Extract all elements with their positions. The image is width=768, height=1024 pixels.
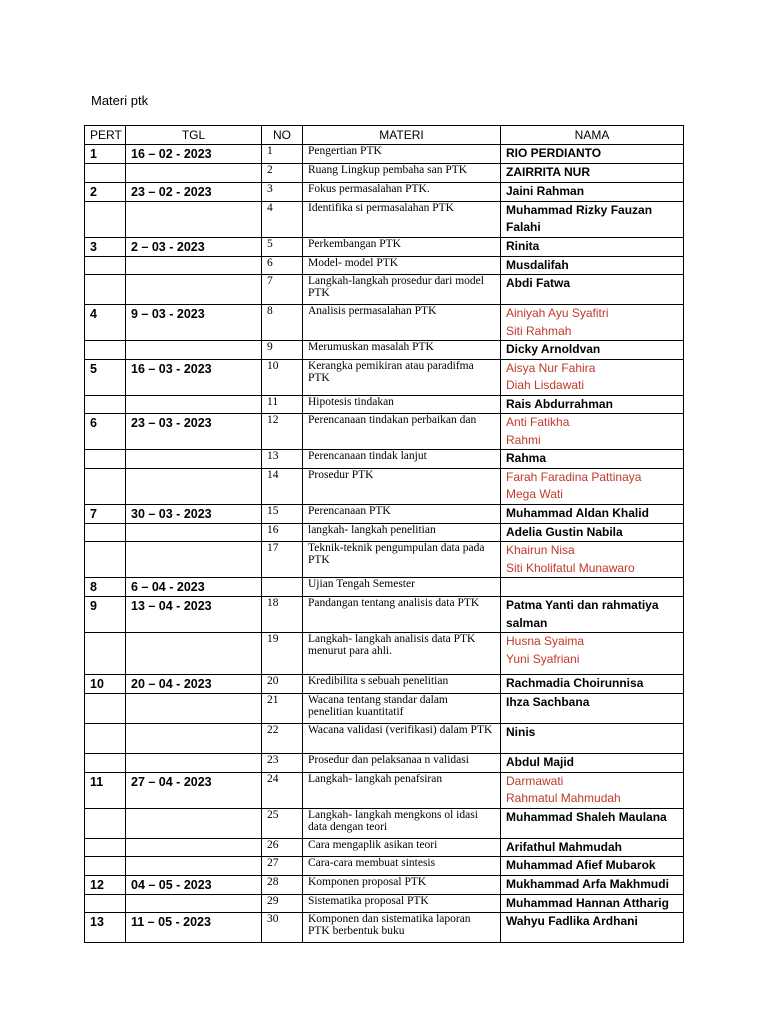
presenter-name: Anti Fatikha — [506, 415, 570, 429]
date-cell: 30 – 03 - 2023 — [126, 504, 262, 523]
date-cell — [126, 395, 262, 414]
table-row — [85, 305, 684, 341]
number-cell: 9 — [262, 341, 303, 360]
table-row — [85, 164, 684, 183]
material-cell: Kerangka pemikiran atau paradifma PTK — [303, 359, 501, 395]
date-cell — [126, 201, 262, 237]
number-cell: 5 — [262, 237, 303, 256]
table-row — [85, 182, 684, 201]
pert-cell — [85, 468, 126, 504]
presenter-name: Aisya Nur Fahira — [506, 360, 596, 375]
presenter-name: Khairun Nisa — [506, 543, 575, 557]
table-row — [85, 395, 684, 414]
name-cell — [501, 275, 684, 305]
number-cell: 13 — [262, 450, 303, 469]
header-tgl: TGL — [126, 126, 262, 145]
table-row — [85, 414, 684, 450]
number-cell: 21 — [262, 694, 303, 724]
presenter-name: Muhammad Afief Mubarok — [506, 858, 656, 872]
pert-cell: 6 — [85, 414, 126, 450]
name-cell — [501, 256, 684, 275]
material-cell: Komponen dan sistematika laporan PTK berbentuk buku — [303, 913, 501, 943]
name-cell — [501, 578, 684, 597]
date-cell — [126, 523, 262, 542]
presenter-name: Rahmatul Mahmudah — [506, 791, 621, 805]
table-row — [85, 468, 684, 504]
pert-cell: 9 — [85, 597, 126, 633]
table-row — [85, 772, 684, 808]
material-cell: Langkah-langkah prosedur dari model PTK — [303, 275, 501, 305]
name-cell — [501, 838, 684, 857]
table-row — [85, 145, 684, 164]
pert-cell: 5 — [85, 359, 126, 395]
number-cell: 15 — [262, 504, 303, 523]
name-cell — [501, 523, 684, 542]
pert-cell — [85, 857, 126, 876]
material-cell: Cara-cara membuat sintesis — [303, 857, 501, 876]
presenter-name: Patma Yanti dan rahmatiya salman — [506, 598, 659, 630]
date-cell — [126, 694, 262, 724]
presenter-name: Wahyu Fadlika Ardhani — [506, 914, 638, 928]
name-cell — [501, 894, 684, 913]
material-cell: Perencanaan tindak lanjut — [303, 450, 501, 469]
number-cell: 23 — [262, 754, 303, 773]
presenter-name: Abdi Fatwa — [506, 276, 571, 290]
pert-cell — [85, 724, 126, 754]
material-cell: Ujian Tengah Semester — [303, 578, 501, 597]
material-cell: Kredibilita s sebuah penelitian — [303, 675, 501, 694]
pert-cell — [85, 808, 126, 838]
material-cell: Wacana validasi (verifikasi) dalam PTK — [303, 724, 501, 754]
presenter-name: Adelia Gustin Nabila — [506, 524, 623, 539]
table-row — [85, 450, 684, 469]
pert-cell — [85, 633, 126, 675]
pert-cell — [85, 894, 126, 913]
presenter-name: Rahmi — [506, 432, 541, 447]
number-cell: 4 — [262, 201, 303, 237]
date-cell: 16 – 03 - 2023 — [126, 359, 262, 395]
presenter-name: Diah Lisdawati — [506, 378, 585, 392]
presenter-name: ZAIRRITA NUR — [506, 165, 590, 179]
material-cell: Pandangan tentang analisis data PTK — [303, 597, 501, 633]
name-cell — [501, 145, 684, 164]
date-cell: 23 – 03 - 2023 — [126, 414, 262, 450]
name-cell — [501, 237, 684, 256]
name-cell — [501, 857, 684, 876]
pert-cell: 11 — [85, 772, 126, 808]
presenter-name: Yuni Syafriani — [506, 651, 580, 666]
name-cell — [501, 754, 684, 773]
pert-cell — [85, 523, 126, 542]
header-materi: MATERI — [303, 126, 501, 145]
date-cell — [126, 838, 262, 857]
material-cell: Merumuskan masalah PTK — [303, 341, 501, 360]
document-title: Materi ptk — [91, 93, 149, 108]
date-cell — [126, 275, 262, 305]
schedule-table — [84, 125, 684, 943]
date-cell — [126, 754, 262, 773]
material-cell: Perkembangan PTK — [303, 237, 501, 256]
pert-cell — [85, 275, 126, 305]
name-cell — [501, 201, 684, 237]
table-row — [85, 808, 684, 838]
number-cell: 19 — [262, 633, 303, 675]
presenter-name: Arifathul Mahmudah — [506, 839, 622, 854]
presenter-name: Siti Rahmah — [506, 323, 572, 338]
material-cell: Perencanaan PTK — [303, 504, 501, 523]
pert-cell — [85, 341, 126, 360]
material-cell: Pengertian PTK — [303, 145, 501, 164]
date-cell — [126, 164, 262, 183]
pert-cell: 8 — [85, 578, 126, 597]
name-cell — [501, 305, 684, 341]
number-cell: 1 — [262, 145, 303, 164]
presenter-name: Mega Wati — [506, 487, 563, 501]
number-cell: 24 — [262, 772, 303, 808]
number-cell: 28 — [262, 875, 303, 894]
presenter-name: Musdalifah — [506, 257, 569, 272]
material-cell: Langkah- langkah mengkons ol idasi data dengan teori — [303, 808, 501, 838]
number-cell: 30 — [262, 913, 303, 943]
presenter-name: Ihza Sachbana — [506, 695, 590, 709]
number-cell: 12 — [262, 414, 303, 450]
table-row — [85, 542, 684, 578]
material-cell: Teknik-teknik pengumpulan data pada PTK — [303, 542, 501, 578]
table-row — [85, 875, 684, 894]
number-cell: 8 — [262, 305, 303, 341]
name-cell — [501, 724, 684, 754]
header-pert: PERT — [85, 126, 126, 145]
name-cell — [501, 395, 684, 414]
presenter-name: Ninis — [506, 725, 536, 739]
number-cell: 16 — [262, 523, 303, 542]
date-cell: 20 – 04 - 2023 — [126, 675, 262, 694]
table-row — [85, 913, 684, 943]
table-row — [85, 578, 684, 597]
header-no: NO — [262, 126, 303, 145]
number-cell: 29 — [262, 894, 303, 913]
table-row — [85, 724, 684, 754]
material-cell: Hipotesis tindakan — [303, 395, 501, 414]
date-cell: 9 – 03 - 2023 — [126, 305, 262, 341]
presenter-name: Muhammad Rizky Fauzan Falahi — [506, 202, 653, 234]
table-row — [85, 894, 684, 913]
date-cell — [126, 894, 262, 913]
presenter-name: Jaini Rahman — [506, 183, 585, 198]
table-row — [85, 504, 684, 523]
date-cell — [126, 450, 262, 469]
presenter-name: Abdul Majid — [506, 755, 574, 769]
date-cell: 16 – 02 - 2023 — [126, 145, 262, 164]
date-cell — [126, 468, 262, 504]
number-cell — [262, 578, 303, 597]
number-cell: 26 — [262, 838, 303, 857]
material-cell: Prosedur PTK — [303, 468, 501, 504]
date-cell: 04 – 05 - 2023 — [126, 875, 262, 894]
pert-cell: 4 — [85, 305, 126, 341]
table-row — [85, 838, 684, 857]
pert-cell: 3 — [85, 237, 126, 256]
name-cell — [501, 875, 684, 894]
date-cell — [126, 633, 262, 675]
material-cell: Perencanaan tindakan perbaikan dan — [303, 414, 501, 450]
date-cell: 27 – 04 - 2023 — [126, 772, 262, 808]
name-cell — [501, 597, 684, 633]
pert-cell: 7 — [85, 504, 126, 523]
material-cell: Prosedur dan pelaksanaa n validasi — [303, 754, 501, 773]
number-cell: 7 — [262, 275, 303, 305]
table-header-row — [85, 126, 684, 145]
date-cell — [126, 724, 262, 754]
name-cell — [501, 772, 684, 808]
number-cell: 22 — [262, 724, 303, 754]
material-cell: langkah- langkah penelitian — [303, 523, 501, 542]
name-cell — [501, 164, 684, 183]
name-cell — [501, 341, 684, 360]
presenter-name: Siti Kholifatul Munawaro — [506, 560, 635, 575]
date-cell — [126, 808, 262, 838]
material-cell: Komponen proposal PTK — [303, 875, 501, 894]
name-cell — [501, 359, 684, 395]
table-row — [85, 523, 684, 542]
presenter-name: Ainiyah Ayu Syafitri — [506, 306, 609, 320]
pert-cell — [85, 754, 126, 773]
name-cell — [501, 468, 684, 504]
table-row — [85, 237, 684, 256]
material-cell: Fokus permasalahan PTK. — [303, 182, 501, 201]
number-cell: 18 — [262, 597, 303, 633]
number-cell: 6 — [262, 256, 303, 275]
number-cell: 25 — [262, 808, 303, 838]
pert-cell: 10 — [85, 675, 126, 694]
number-cell: 17 — [262, 542, 303, 578]
presenter-name: Rinita — [506, 238, 540, 253]
pert-cell — [85, 450, 126, 469]
presenter-name: Muhammad Aldan Khalid — [506, 505, 649, 520]
name-cell — [501, 694, 684, 724]
date-cell: 11 – 05 - 2023 — [126, 913, 262, 943]
presenter-name: Farah Faradina Pattinaya — [506, 469, 642, 484]
material-cell: Analisis permasalahan PTK — [303, 305, 501, 341]
header-nama: NAMA — [501, 126, 684, 145]
table-row — [85, 597, 684, 633]
presenter-name: Muhammad Hannan Attharig — [506, 895, 669, 910]
pert-cell: 2 — [85, 182, 126, 201]
number-cell: 3 — [262, 182, 303, 201]
pert-cell — [85, 838, 126, 857]
table-row — [85, 754, 684, 773]
date-cell — [126, 341, 262, 360]
date-cell: 6 – 04 - 2023 — [126, 578, 262, 597]
date-cell — [126, 857, 262, 876]
table-row — [85, 201, 684, 237]
table-row — [85, 675, 684, 694]
pert-cell — [85, 395, 126, 414]
table-row — [85, 359, 684, 395]
presenter-name: Rahma — [506, 451, 547, 465]
presenter-name: Husna Syaima — [506, 634, 585, 648]
table-row — [85, 256, 684, 275]
presenter-name: Rachmadia Choirunnisa — [506, 676, 644, 690]
table-row — [85, 275, 684, 305]
presenter-name: Mukhammad Arfa Makhmudi — [506, 876, 669, 891]
name-cell — [501, 414, 684, 450]
pert-cell — [85, 164, 126, 183]
number-cell: 10 — [262, 359, 303, 395]
material-cell: Identifika si permasalahan PTK — [303, 201, 501, 237]
material-cell: Ruang Lingkup pembaha san PTK — [303, 164, 501, 183]
presenter-name: RIO PERDIANTO — [506, 146, 602, 160]
table-row — [85, 633, 684, 675]
material-cell: Cara mengaplik asikan teori — [303, 838, 501, 857]
material-cell: Wacana tentang standar dalam penelitian kuantitatif — [303, 694, 501, 724]
table-body — [85, 145, 684, 943]
material-cell: Model- model PTK — [303, 256, 501, 275]
date-cell: 23 – 02 - 2023 — [126, 182, 262, 201]
number-cell: 2 — [262, 164, 303, 183]
name-cell — [501, 675, 684, 694]
date-cell: 13 – 04 - 2023 — [126, 597, 262, 633]
number-cell: 27 — [262, 857, 303, 876]
table-row — [85, 857, 684, 876]
name-cell — [501, 633, 684, 675]
presenter-name: Dicky Arnoldvan — [506, 342, 601, 356]
date-cell — [126, 542, 262, 578]
table-row — [85, 694, 684, 724]
pert-cell — [85, 201, 126, 237]
pert-cell — [85, 256, 126, 275]
date-cell — [126, 256, 262, 275]
date-cell: 2 – 03 - 2023 — [126, 237, 262, 256]
material-cell: Langkah- langkah analisis data PTK menurut para ahli. — [303, 633, 501, 675]
name-cell — [501, 182, 684, 201]
pert-cell: 1 — [85, 145, 126, 164]
number-cell: 11 — [262, 395, 303, 414]
pert-cell — [85, 542, 126, 578]
presenter-name: Muhammad Shaleh Maulana — [506, 809, 667, 824]
table-row — [85, 341, 684, 360]
pert-cell: 13 — [85, 913, 126, 943]
name-cell — [501, 913, 684, 943]
name-cell — [501, 450, 684, 469]
presenter-name: Darmawati — [506, 773, 564, 788]
name-cell — [501, 504, 684, 523]
pert-cell — [85, 694, 126, 724]
presenter-name: Rais Abdurrahman — [506, 396, 613, 411]
number-cell: 20 — [262, 675, 303, 694]
pert-cell: 12 — [85, 875, 126, 894]
name-cell — [501, 542, 684, 578]
number-cell: 14 — [262, 468, 303, 504]
name-cell — [501, 808, 684, 838]
material-cell: Sistematika proposal PTK — [303, 894, 501, 913]
material-cell: Langkah- langkah penafsiran — [303, 772, 501, 808]
